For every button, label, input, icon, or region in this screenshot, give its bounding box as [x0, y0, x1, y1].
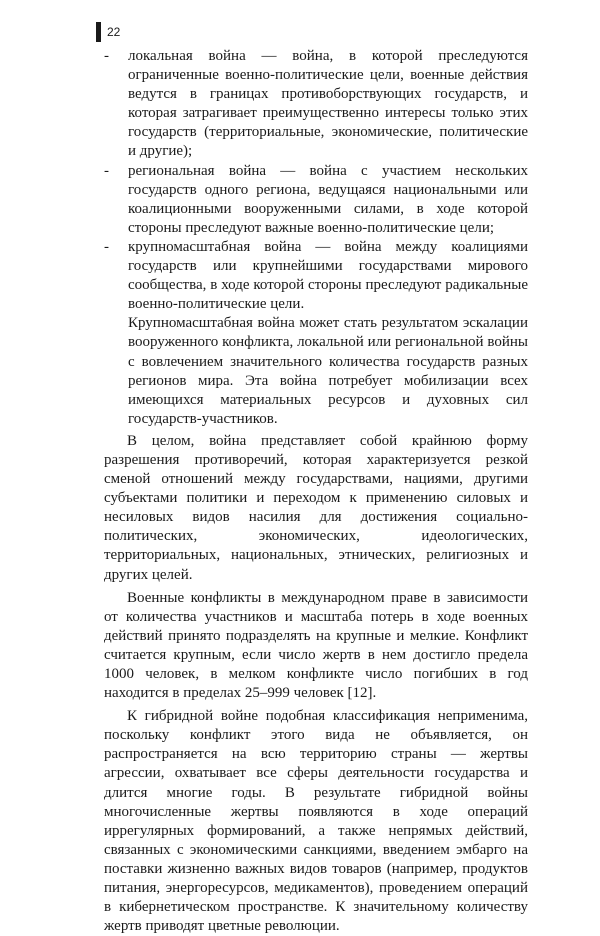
- paragraph-hybrid-war: К гибридной войне подобная классификация неприменима, поскольку конфликт этого вида не объявляется, он распространяется на всю территорию страны — жертвы агрессии, охватывает все сферы деятельности государства и длится многие годы. В результате гибридной войны многочисленные жертвы появляются в ходе операций иррегулярных формирований, а также непрямых действий, связанных с экономическими санкциями, введением эмбарго на поставки жизненно важных видов товаров (например, продуктов питания, энергоресурсов, медикаментов), проведением операций в кибернетическом пространстве. К значительному количеству жертв приводят цветные революции.: [104, 708, 528, 935]
- list-marker: -: [104, 238, 109, 255]
- paragraph-military-conflicts: Военные конфликты в международном праве в зависимости от количества участников и масштаба потерь в ходе военных действий принято подразделять на крупные и мелкие. Конфликт считается крупным, если число жертв в нем достигло предела 1000 человек, в мелком конфликте число погибших в год находится в пределах 25–999 человек [12].: [104, 589, 528, 702]
- page-body: [104, 47, 528, 936]
- list-item-regional-war: [104, 162, 528, 238]
- list-continuation: Крупномасштабная война может стать результатом эскалации вооруженного конфликта, локальной или региональной войны с вовлечением значительного количества государств разных регионов мира. Эта война потребует мобилизации всех имеющихся материальных ресурсов и духовных сил государств-участников.: [128, 315, 528, 427]
- list-marker: -: [104, 48, 109, 64]
- list-item-local-war: [104, 47, 528, 162]
- list-item-text: региональная война — война с участием нескольких государств одного региона, ведущаяся национальными или коалиционными вооруженными силами, в ходе которой стороны преследуют важные военно-политические цели;: [128, 162, 528, 236]
- paragraph-war-definition: В целом, война представляет собой крайнюю форму разрешения противоречий, которая характеризуется резкой сменой отношений между государствами, нациями, другими субъектами политики и переходом к применению силовых и несиловых видов насилия для достижения социально-политических, экономических, идеологических, территориальных, национальных, этнических, религиозных и других целей.: [104, 432, 528, 583]
- page-header: [96, 22, 120, 42]
- list-marker: -: [104, 162, 109, 179]
- list-item-text: локальная война — война, в которой преследуются ограниченные военно-политические цели, военные действия ведутся в границах противоборствующих государств, и которая затрагивает преимущественно интересы только этих государств (территориальные, экономические, политические и другие);: [128, 48, 528, 160]
- list-item-text: крупномасштабная война — война между коалициями государств или крупнейшими государствами мирового сообщества, в ходе которой стороны преследуют радикальные военно-политические цели.: [128, 238, 528, 313]
- header-bar: [96, 22, 101, 42]
- page-number: 22: [107, 25, 121, 39]
- list-item-large-scale-war: [104, 238, 528, 314]
